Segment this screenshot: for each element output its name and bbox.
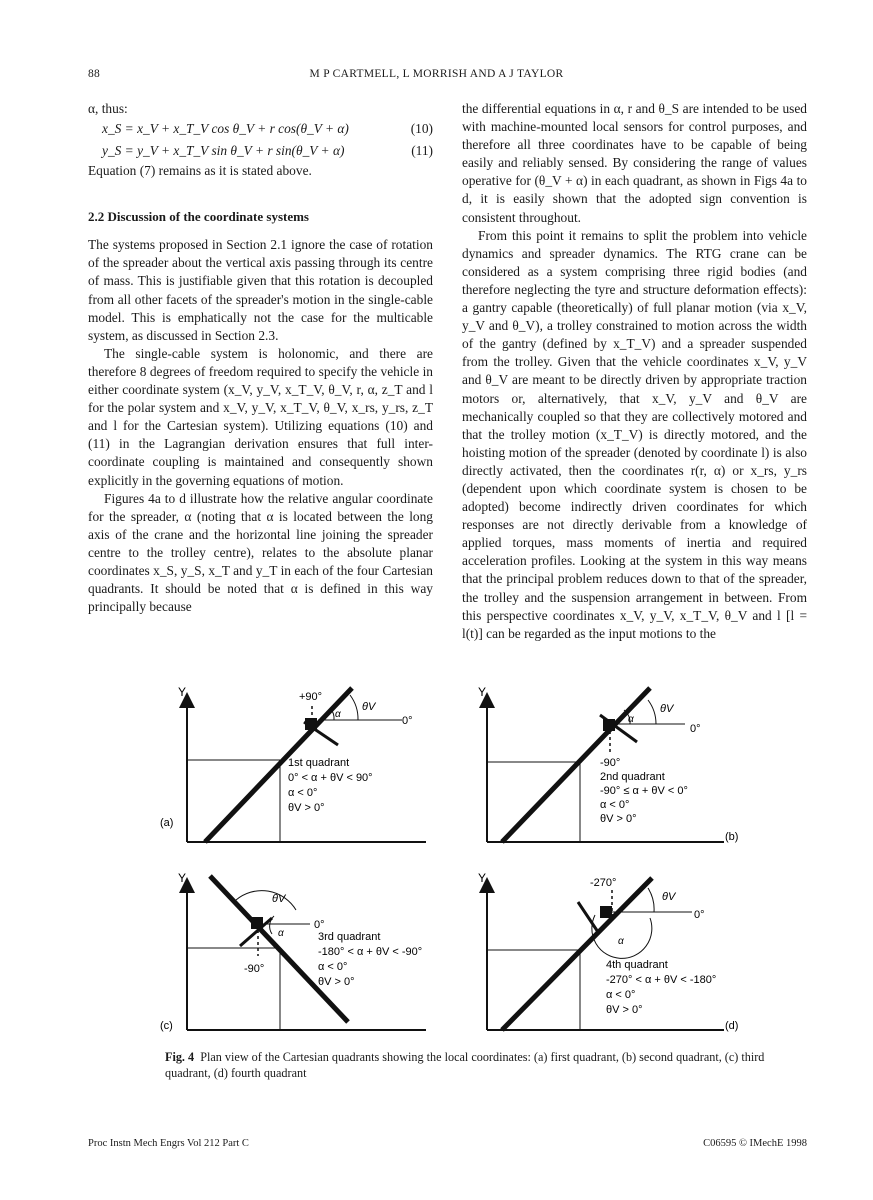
zero-label: 0° <box>402 715 413 727</box>
intro-line: α, thus: <box>88 101 128 116</box>
equation-10-expr: x_S = x_V + x_T_V cos θ_V + r cos(θ_V + α) <box>102 121 349 137</box>
equation-11-number: (11) <box>411 143 433 159</box>
footer-journal: Proc Instn Mech Engrs Vol 212 Part C <box>88 1138 249 1149</box>
page-number: 88 <box>88 68 101 80</box>
quadrant-line: 2nd quadrant <box>600 771 665 783</box>
quadrant-line: θV > 0° <box>318 976 355 988</box>
panel-label: (d) <box>725 1020 739 1032</box>
quadrant-line: -90° ≤ α + θV < 0° <box>600 785 688 797</box>
paragraph: The single-cable system is holonomic, and there are therefore 8 degrees of freedom required to specify the vehicle in either coordinate system (x_V, y_V, x_T_V, θ_V, r, α, z_T and l for the polar system and x_V, y_V, x_T_V, θ_V, x_rs, y_rs, z_T and l for the Cartesian system). Utilizing equations (10) and (11) in the Lagrangian derivation ensures that full inter-coordinate coupling is maintained and consequently shown explicitly in the governing equations of motion. <box>88 345 433 488</box>
running-head-authors: M P CARTMELL, L MORRISH AND A J TAYLOR <box>309 68 564 80</box>
alpha-label: α <box>335 709 341 720</box>
panel-a <box>160 685 426 842</box>
equation-10-number: (10) <box>410 121 433 137</box>
zero-label: 0° <box>314 919 325 931</box>
quadrant-line: α < 0° <box>606 989 636 1001</box>
quadrant-line: 4th quadrant <box>606 959 668 971</box>
paragraph: The systems proposed in Section 2.1 ignore the case of rotation of the spreader about the vertical axis passing through its centre of mass. This is justifiable given that this rotation is decoupled from all other facets of the spreader's motion in the single-cable model. This is emphatically not the case for the multicable system, as discussed in Section 2.3. <box>88 237 433 343</box>
paragraph: the differential equations in α, r and θ_S are intended to be used with machine-mounted local sensors for control purposes, and therefore all three coordinates have to be capable of being easily and reliably sensed. By considering the range of values operative for (θ_V + α) in each quadrant, as shown in Figs 4a to d, it is easily shown that the adopted sign convention is consistent throughout. <box>462 101 807 225</box>
zero-label: 0° <box>694 909 705 921</box>
ref-angle-label: -90° <box>244 963 265 975</box>
quadrant-line: 3rd quadrant <box>318 931 381 943</box>
panel-d <box>478 871 738 1032</box>
quadrant-line: 0° < α + θV < 90° <box>288 772 373 784</box>
section-heading: 2.2 Discussion of the coordinate systems <box>88 209 309 225</box>
paragraph: Figures 4a to d illustrate how the relative angular coordinate for the spreader, α (noting that α is located between the long axis of the crane and the horizontal line joining the spreader centre to the trolley centre), relates to the absolute planar coordinates x_S, y_S, x_T and y_T in each of the four Cartesian quadrants. It should be noted that α is defined in this way principally because <box>88 490 433 615</box>
panel-b <box>478 685 738 843</box>
ref-angle-label: -90° <box>600 757 621 769</box>
y-axis-label: Y <box>178 685 187 699</box>
y-axis-label: Y <box>478 685 487 699</box>
after-equation-text: Equation (7) remains as it is stated above. <box>88 163 312 179</box>
caption-text: Plan view of the Cartesian quadrants showing the local coordinates: (a) first quadrant, (b) second quadrant, (c) third quadrant, (d) fourth quadrant <box>165 1050 765 1080</box>
theta-label: θV <box>660 703 674 715</box>
y-axis-label: Y <box>478 871 487 885</box>
quadrant-line: α < 0° <box>318 961 348 973</box>
alpha-label: α <box>628 714 634 725</box>
y-axis-label: Y <box>178 871 187 885</box>
quadrant-line: θV > 0° <box>600 813 637 825</box>
zero-label: 0° <box>690 723 701 735</box>
quadrant-line: θV > 0° <box>606 1004 643 1016</box>
panel-label: (b) <box>725 831 739 843</box>
panel-label: (c) <box>160 1020 173 1032</box>
alpha-label: α <box>618 936 624 947</box>
quadrant-line: 1st quadrant <box>288 757 350 769</box>
ref-angle-label: -270° <box>590 877 617 889</box>
quadrant-line: α < 0° <box>288 787 318 799</box>
panel-c <box>160 871 426 1032</box>
caption-label: Fig. 4 <box>165 1050 195 1064</box>
quadrant-line: -270° < α + θV < -180° <box>606 974 717 986</box>
footer-copyright: C06595 © IMechE 1998 <box>703 1138 807 1149</box>
alpha-label: α <box>278 928 284 939</box>
equation-11-expr: y_S = y_V + x_T_V sin θ_V + r sin(θ_V + α) <box>102 143 345 159</box>
quadrant-line: θV > 0° <box>288 802 325 814</box>
theta-label: θV <box>272 893 286 905</box>
theta-label: θV <box>662 891 676 903</box>
paragraph: From this point it remains to split the problem into vehicle dynamics and spreader dynamics. The RTG crane can be considered as a system comprising three rigid bodies (and therefore neglecting the tyre and structure deformation effects): a gantry capable (theoretically) of full planar motion (via x_V, y_V and θ_V), a trolley constrained to motion across the width of the gantry (defined by x_T_V) and a spreader suspended from the trolley. Given that the vehicle coordinates x_V, y_V and θ_V are meant to be directly driven by appropriate traction motors or, alternatively, that x_V, y_V and θ_V are mechanically coupled so that they are collectively motored and that the trolley motion (x_T_V) is directly motored, and the hoisting motion of the spreader (denoted by coordinate l) is also directly activated, then the coordinates r(r, α) or x_rs, y_rs (dependent upon which coordinate system is chosen to be adopted) become indirectly driven coordinates for which responses are not directly derivable from a knowledge of applied torques, mass moments of inertia and required acceleration profiles. Looking at the system in this way means that the principal problem reduces down to that of the spreader, the trolley and the suspension arrangement in between. From this perspective coordinates x_V, y_V, x_T_V, θ_V and l [l = l(t)] can be regarded as the input motions to the <box>462 227 807 641</box>
ref-angle-label: +90° <box>299 691 323 703</box>
quadrant-line: -180° < α + θV < -90° <box>318 946 423 958</box>
panel-label: (a) <box>160 817 174 829</box>
quadrant-line: α < 0° <box>600 799 630 811</box>
theta-label: θV <box>362 701 376 713</box>
figure-caption <box>165 1049 805 1081</box>
